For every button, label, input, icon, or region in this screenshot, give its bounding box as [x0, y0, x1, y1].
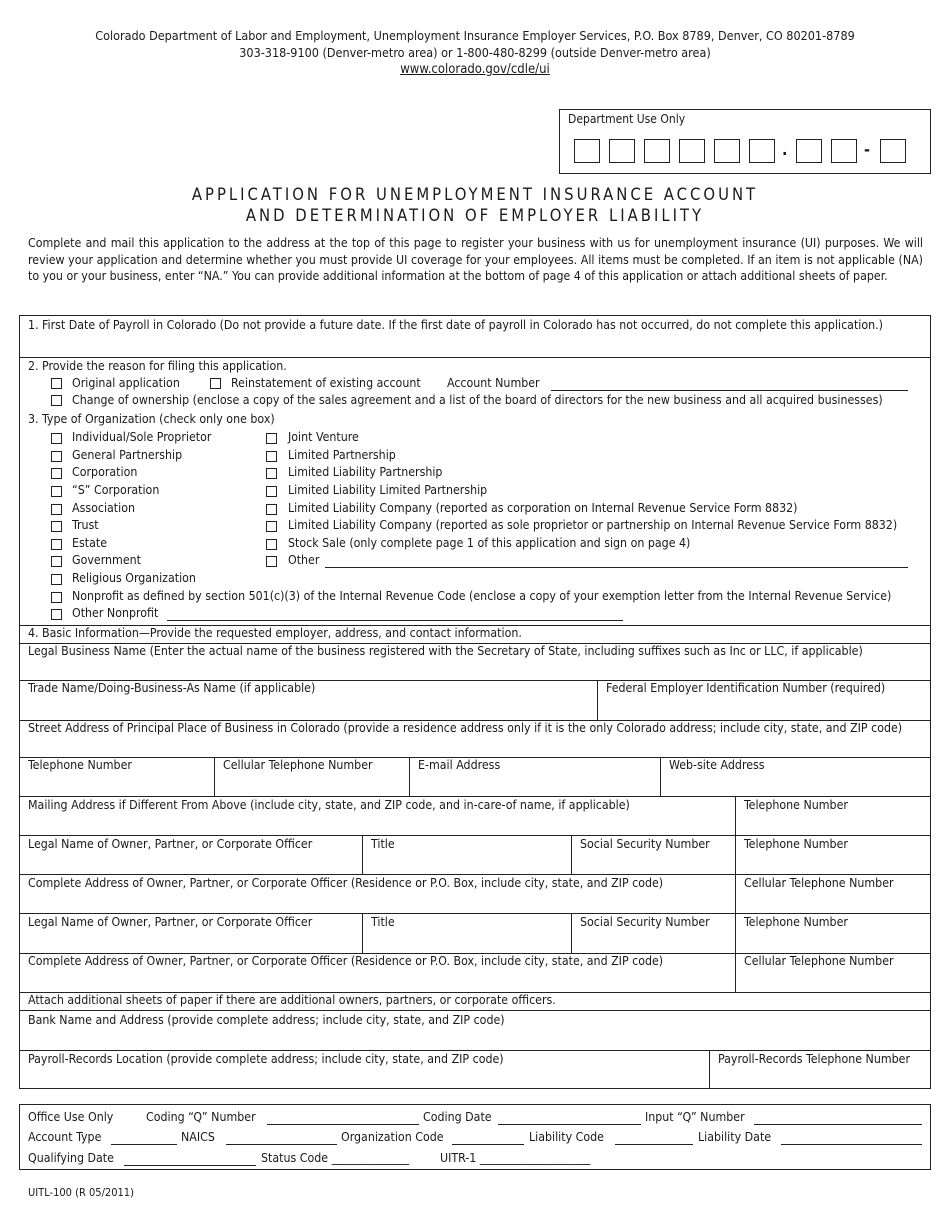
mailing-telephone-label: Telephone Number — [744, 798, 848, 812]
basic-info-heading: 4. Basic Information—Provide the requested employer, address, and contact information. — [28, 626, 522, 640]
org-checkbox[interactable] — [51, 486, 62, 497]
reason-heading: 2. Provide the reason for filing this application. — [28, 359, 287, 373]
divider-v — [735, 953, 736, 992]
org-checkbox[interactable] — [266, 556, 277, 567]
divider-v — [597, 680, 598, 720]
dept-digit-box — [644, 139, 670, 163]
org-checkbox[interactable] — [266, 486, 277, 497]
dept-dash: - — [864, 140, 870, 159]
owner2-ssn-label: Social Security Number — [580, 915, 710, 929]
form-title — [0, 184, 950, 226]
agency-address: Colorado Department of Labor and Employment, Unemployment Insurance Employer Services, P.O. Box 8789, Denver, CO 80201-8789 — [95, 28, 855, 43]
cell-phone-label: Cellular Telephone Number — [223, 758, 373, 772]
org-option-label: Estate — [72, 536, 108, 550]
legal-name-label: Legal Business Name (Enter the actual name of the business registered with the Secretary of State, including suffixes such as Inc or LLC, if applicable) — [28, 644, 863, 658]
org-checkbox[interactable] — [51, 468, 62, 479]
org-option-label: Limited Liability Company (reported as sole proprietor or partnership on Internal Revenue Service Form 8832) — [288, 518, 898, 532]
office-use-label: Office Use Only — [28, 1110, 114, 1124]
agency-header — [0, 27, 950, 78]
dept-digit-box — [749, 139, 775, 163]
org-checkbox[interactable] — [266, 433, 277, 444]
org-checkbox[interactable] — [51, 451, 62, 462]
input-q-label: Input “Q” Number — [645, 1110, 745, 1124]
coding-date-label: Coding Date — [423, 1110, 492, 1124]
org-option-label: Limited Liability Company (reported as corporation on Internal Revenue Service Form 8832) — [288, 501, 798, 515]
owner2-cell-label: Cellular Telephone Number — [744, 954, 894, 968]
dept-digit-box — [574, 139, 600, 163]
other-nonprofit-field[interactable] — [167, 620, 623, 621]
nonprofit-checkbox[interactable] — [51, 592, 62, 603]
divider-v — [362, 835, 363, 874]
org-code-label: Organization Code — [341, 1130, 444, 1144]
bank-label: Bank Name and Address (provide complete address; include city, state, and ZIP code) — [28, 1013, 505, 1027]
form-title-line1: APPLICATION FOR UNEMPLOYMENT INSURANCE ACCOUNT — [191, 185, 759, 204]
reinstatement-label: Reinstatement of existing account — [231, 376, 421, 390]
owner-cell-label: Cellular Telephone Number — [744, 876, 894, 890]
account-type-label: Account Type — [28, 1130, 102, 1144]
divider — [20, 913, 930, 914]
website-label: Web-site Address — [669, 758, 765, 772]
payroll-date-label: 1. First Date of Payroll in Colorado (Do not provide a future date. If the first date of payroll in Colorado has not occurred, do not complete this application.) — [28, 318, 883, 332]
trade-name-label: Trade Name/Doing-Business-As Name (if applicable) — [28, 681, 316, 695]
org-option-label: Government — [72, 553, 141, 567]
original-application-checkbox[interactable] — [51, 378, 62, 389]
coding-date-field[interactable] — [498, 1124, 641, 1125]
org-checkbox[interactable] — [51, 556, 62, 567]
divider-v — [571, 835, 572, 874]
reinstatement-checkbox[interactable] — [210, 378, 221, 389]
attach-sheets-note: Attach additional sheets of paper if there are additional owners, partners, or corporate officers. — [28, 993, 556, 1007]
mailing-address-label: Mailing Address if Different From Above (include city, state, and ZIP code, and in-care-of name, if applicable) — [28, 798, 630, 812]
telephone-label: Telephone Number — [28, 758, 132, 772]
org-option-label: Joint Venture — [288, 430, 359, 444]
divider-v — [660, 757, 661, 796]
qualifying-date-label: Qualifying Date — [28, 1151, 114, 1165]
office-use-box — [19, 1104, 931, 1170]
divider — [20, 1010, 930, 1011]
other-org-field[interactable] — [325, 567, 908, 568]
divider — [20, 796, 930, 797]
nonprofit-label: Nonprofit as defined by section 501(c)(3) of the Internal Revenue Code (enclose a copy of your exemption letter from the Internal Revenue Service) — [72, 589, 892, 603]
org-checkbox[interactable] — [266, 504, 277, 515]
owner2-name-label: Legal Name of Owner, Partner, or Corporate Officer — [28, 915, 313, 929]
divider-v — [362, 913, 363, 953]
org-option-label: Corporation — [72, 465, 138, 479]
liability-date-field[interactable] — [781, 1144, 922, 1145]
agency-phones: 303-318-9100 (Denver-metro area) or 1-800-480-8299 (outside Denver-metro area) — [239, 45, 711, 60]
divider-v — [214, 757, 215, 796]
org-checkbox[interactable] — [266, 521, 277, 532]
payroll-location-label: Payroll-Records Location (provide complete address; include city, state, and ZIP code) — [28, 1052, 504, 1066]
org-option-label: Trust — [72, 518, 99, 532]
org-option-label: Other — [288, 553, 320, 567]
change-ownership-label: Change of ownership (enclose a copy of the sales agreement and a list of the board of directors for the new business and all acquired businesses) — [72, 393, 883, 407]
org-option-label: General Partnership — [72, 448, 183, 462]
owner-address-label: Complete Address of Owner, Partner, or Corporate Officer (Residence or P.O. Box, include city, state, and ZIP code) — [28, 876, 664, 890]
dept-digit-box — [831, 139, 857, 163]
fein-label: Federal Employer Identification Number (required) — [606, 681, 886, 695]
liability-code-label: Liability Code — [529, 1130, 604, 1144]
other-nonprofit-checkbox[interactable] — [51, 609, 62, 620]
change-ownership-checkbox[interactable] — [51, 395, 62, 406]
org-option-label: Individual/Sole Proprietor — [72, 430, 212, 444]
naics-label: NAICS — [181, 1130, 215, 1144]
account-type-field[interactable] — [111, 1144, 177, 1145]
owner2-address-label: Complete Address of Owner, Partner, or Corporate Officer (Residence or P.O. Box, include city, state, and ZIP code) — [28, 954, 664, 968]
org-checkbox[interactable] — [51, 521, 62, 532]
coding-q-field[interactable] — [267, 1124, 419, 1125]
org-checkbox[interactable] — [51, 433, 62, 444]
department-use-box — [559, 109, 931, 174]
dept-digit-box — [609, 139, 635, 163]
uitr-label: UITR-1 ____________________ — [440, 1151, 591, 1165]
org-code-field[interactable] — [452, 1144, 524, 1145]
other-nonprofit-label: Other Nonprofit — [72, 606, 159, 620]
liability-code-field[interactable] — [615, 1144, 693, 1145]
divider-v — [409, 757, 410, 796]
org-checkbox[interactable] — [266, 468, 277, 479]
email-label: E-mail Address — [418, 758, 501, 772]
original-application-label: Original application — [72, 376, 180, 390]
payroll-telephone-label: Payroll-Records Telephone Number — [718, 1052, 910, 1066]
org-checkbox[interactable] — [266, 539, 277, 550]
owner-ssn-label: Social Security Number — [580, 837, 710, 851]
org-option-label: Stock Sale (only complete page 1 of this application and sign on page 4) — [288, 536, 691, 550]
dept-digit-box — [679, 139, 705, 163]
dept-digit-box — [714, 139, 740, 163]
org-checkbox[interactable] — [51, 504, 62, 515]
org-option-label: Limited Partnership — [288, 448, 396, 462]
owner-name-label: Legal Name of Owner, Partner, or Corporate Officer — [28, 837, 313, 851]
agency-website-link[interactable]: www.colorado.gov/cdle/ui — [400, 62, 550, 77]
org-option-label: Limited Liability Partnership — [288, 465, 443, 479]
org-option-label: Association — [72, 501, 135, 515]
divider-v — [571, 913, 572, 953]
department-use-label: Department Use Only — [568, 112, 686, 126]
coding-q-label: Coding “Q” Number — [146, 1110, 256, 1124]
dept-digit-box — [796, 139, 822, 163]
org-option-label: Limited Liability Limited Partnership — [288, 483, 488, 497]
input-q-field[interactable] — [754, 1124, 922, 1125]
org-type-heading: 3. Type of Organization (check only one box) — [28, 412, 275, 426]
liability-date-label: Liability Date — [698, 1130, 772, 1144]
divider — [20, 357, 930, 358]
owner2-telephone-label: Telephone Number — [744, 915, 848, 929]
street-address-label: Street Address of Principal Place of Business in Colorado (provide a residence address only if it is the only Colorado address; include city, state, and ZIP code) — [28, 721, 903, 735]
divider — [20, 835, 930, 836]
status-code-label: Status Code ______________ — [261, 1151, 410, 1165]
owner-title-label: Title — [371, 837, 395, 851]
account-number-label: Account Number — [447, 376, 540, 390]
org-checkbox[interactable] — [51, 539, 62, 550]
account-number-field[interactable] — [551, 390, 908, 391]
qualifying-date-field[interactable] — [124, 1165, 256, 1166]
application-form — [19, 315, 931, 1089]
dept-dot: . — [782, 140, 788, 159]
intro-paragraph: Complete and mail this application to the address at the top of this page to register your business with us for unemployment insurance (UI) purposes. We will review your application and determine whether you must provide UI coverage for your employees. All items must be completed. If an item is not applicable (NA) to you or your business, enter “NA.” You can provide additional information at the bottom of page 4 of this application or attach additional sheets of paper. — [28, 236, 923, 283]
divider — [20, 1050, 930, 1051]
form-number: UITL-100 (R 05/2011) — [28, 1186, 134, 1199]
dept-digit-box — [880, 139, 906, 163]
org-checkbox[interactable] — [51, 574, 62, 585]
owner2-title-label: Title — [371, 915, 395, 929]
owner-telephone-label: Telephone Number — [744, 837, 848, 851]
divider — [20, 874, 930, 875]
org-checkbox[interactable] — [266, 451, 277, 462]
divider-v — [709, 1050, 710, 1088]
naics-field[interactable] — [226, 1144, 337, 1145]
org-option-label: Religious Organization — [72, 571, 196, 585]
form-title-line2: AND DETERMINATION OF EMPLOYER LIABILITY — [245, 206, 705, 225]
org-option-label: “S” Corporation — [72, 483, 160, 497]
